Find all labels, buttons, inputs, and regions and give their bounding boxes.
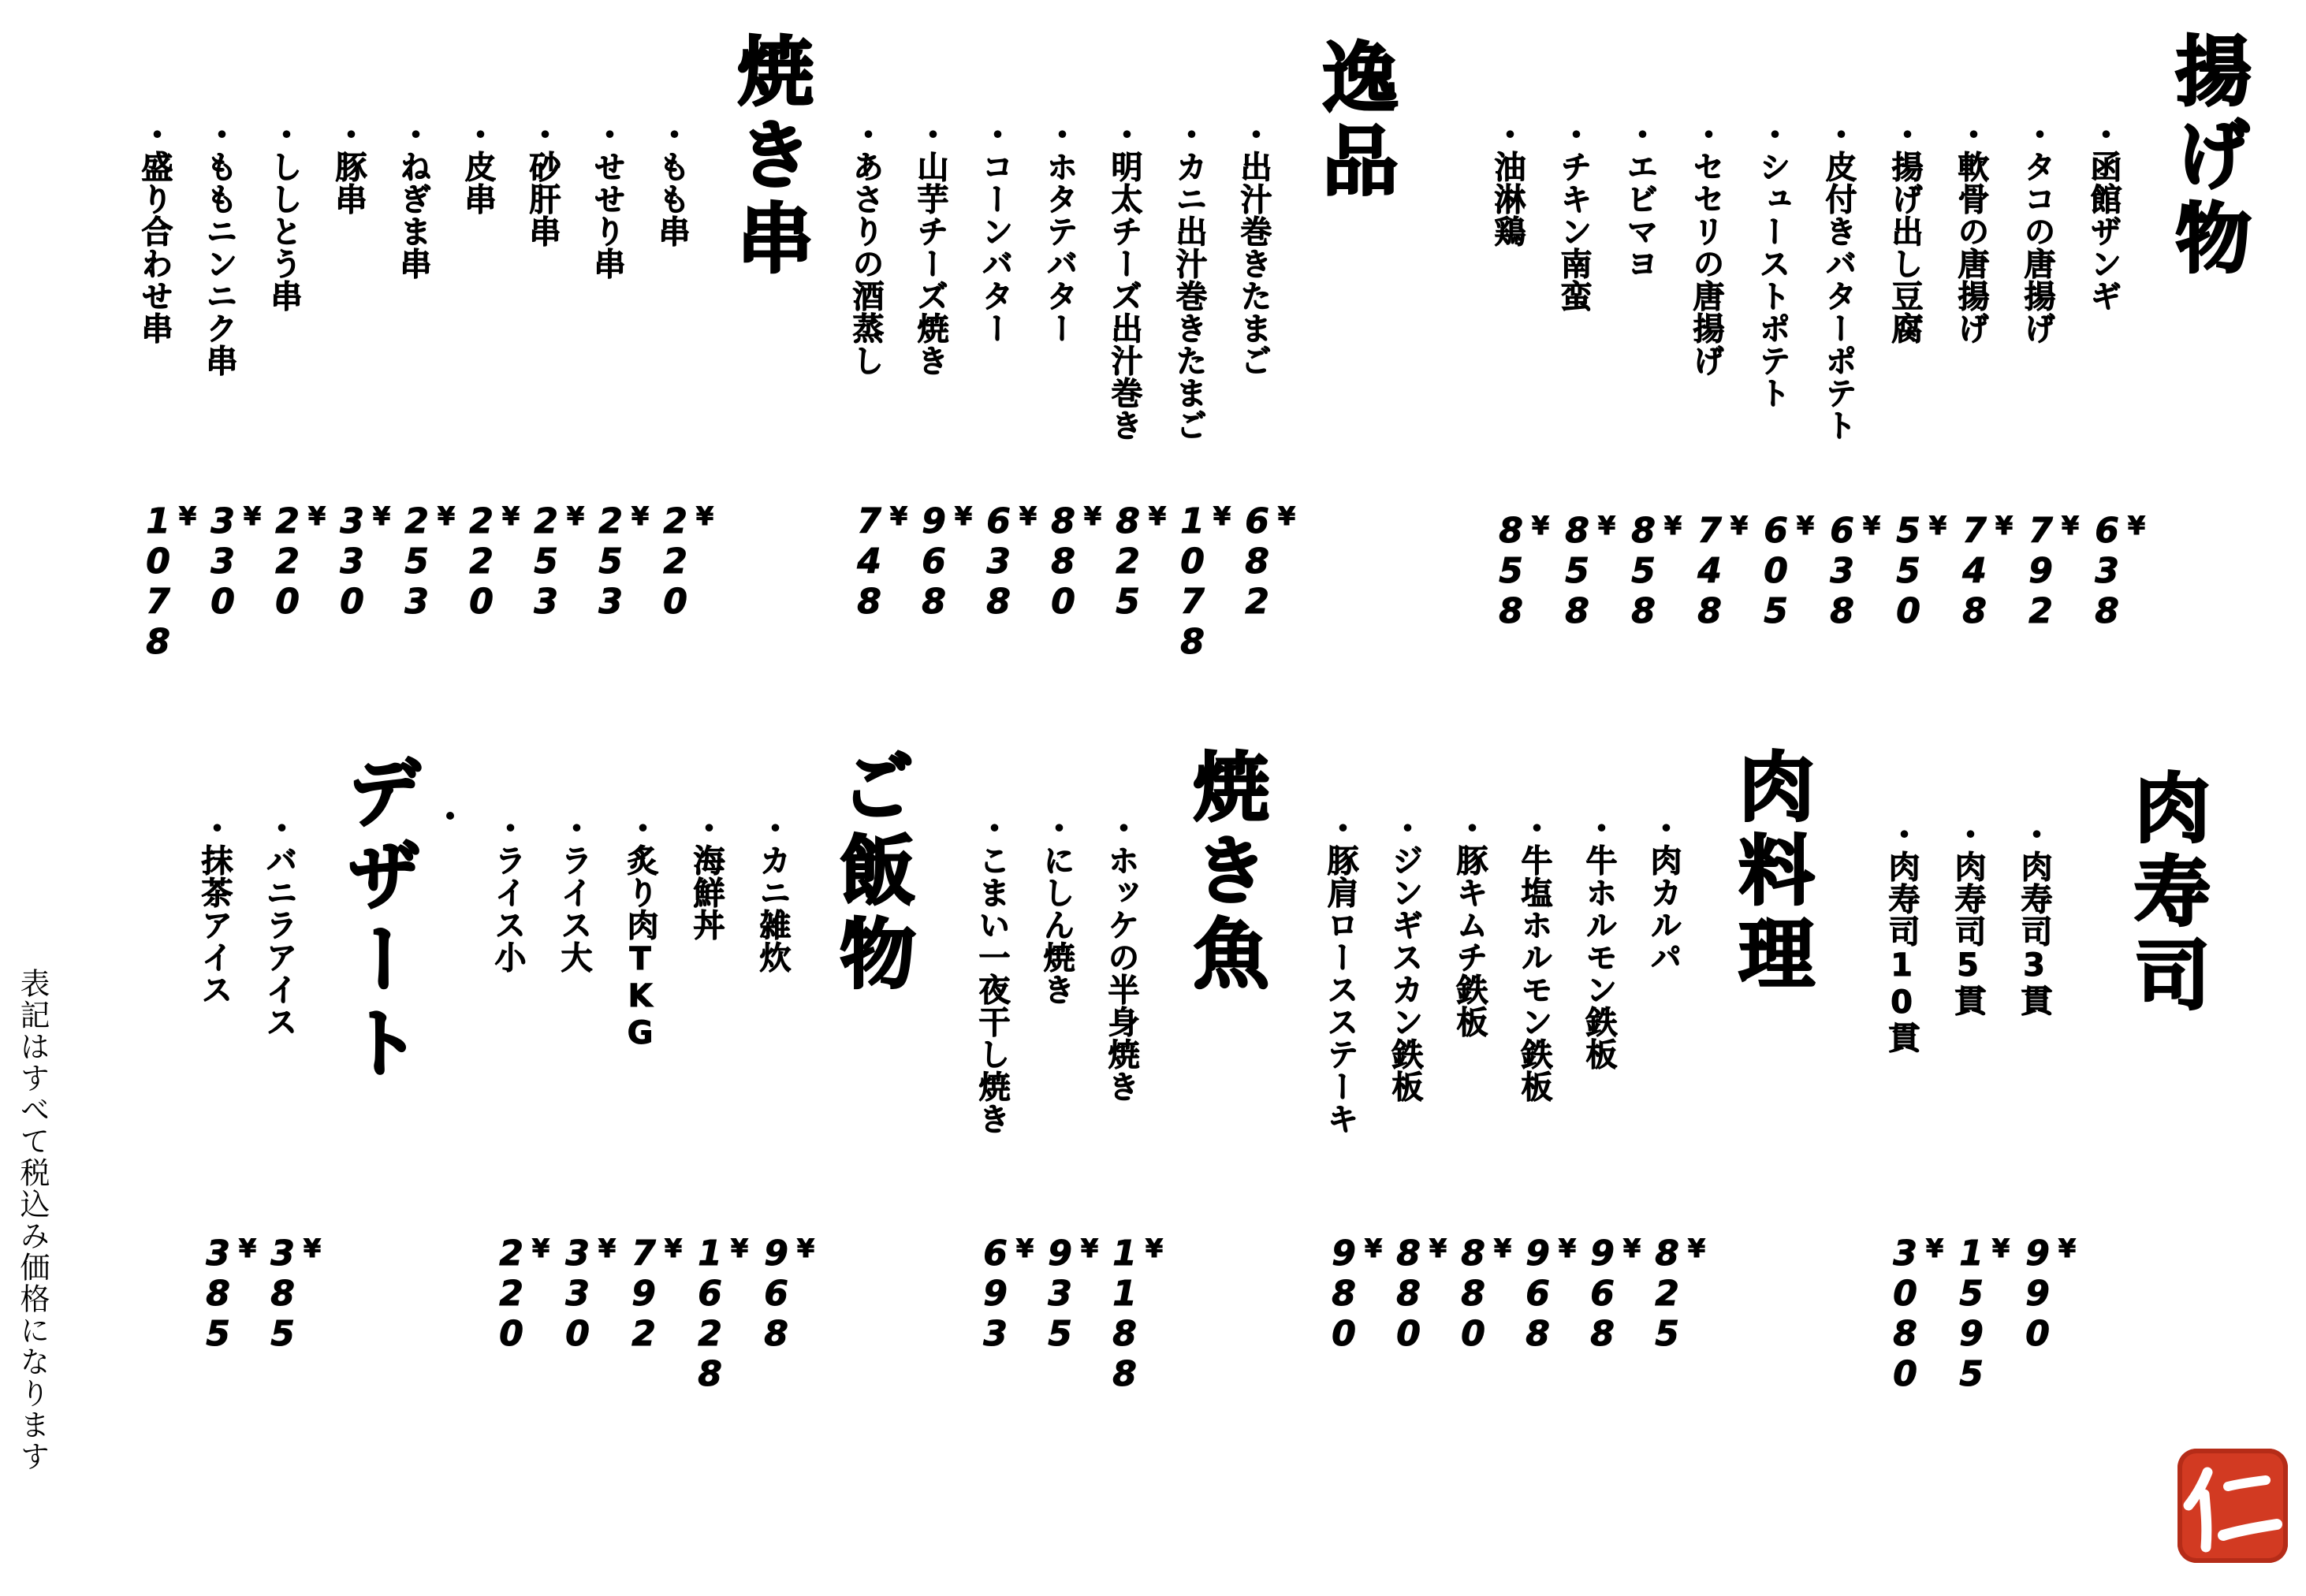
menu-item-price: ¥ 880	[1453, 1233, 1518, 1354]
menu-item-name: ・タコの唐揚げ	[2019, 118, 2055, 344]
menu-item-price: ¥ 825	[1647, 1233, 1712, 1354]
menu-item-name: ・皮付きバターポテト	[1820, 118, 1857, 441]
menu-item-price: ¥ 858	[1557, 511, 1622, 631]
menu-item-price: ¥ 968	[914, 501, 978, 622]
decorative-dot	[446, 812, 454, 820]
menu-item-price: ¥ 330	[203, 501, 267, 622]
menu-item-name: ・肉寿司10貫	[1883, 818, 1920, 1054]
menu-item-name: ・明太チーズ出汁巻き	[1106, 118, 1142, 441]
menu-item-price: ¥ 748	[1689, 511, 1754, 631]
menu-item-name: ・肉寿司5貫	[1950, 818, 1986, 1017]
menu-item-price: ¥ 792	[2021, 511, 2085, 631]
menu-item-price: ¥ 990	[2017, 1233, 2082, 1354]
menu-item-name: ・海鮮丼	[688, 812, 725, 941]
menu-item-name: ・ホタテバター	[1041, 118, 1078, 344]
menu-item-name: ・肉寿司3貫	[2016, 818, 2052, 1017]
menu-item-name: ・せせり串	[589, 118, 625, 280]
menu-item-price: ¥ 1078	[1172, 501, 1237, 662]
menu-item-price: ¥ 330	[557, 1233, 622, 1354]
logo-mark	[2177, 1449, 2288, 1563]
menu-item-price: ¥ 638	[978, 501, 1043, 622]
menu-item-price: ¥ 220	[267, 501, 332, 622]
menu-item-name: ・山芋チーズ焼き	[912, 118, 948, 377]
menu-item-name: ・抹茶アイス	[196, 812, 233, 1006]
menu-item-price: ¥ 253	[526, 501, 590, 622]
menu-item-name: ・セセリの唐揚げ	[1688, 118, 1724, 377]
menu-item-price: ¥ 330	[332, 501, 397, 622]
section-title: 揚げ物	[2163, 32, 2252, 282]
menu-item-price: ¥ 968	[756, 1233, 821, 1354]
section-title: 肉料理	[1727, 747, 1815, 998]
menu-item-name: ・こまい一夜干し焼き	[974, 812, 1010, 1135]
tax-note: 表記はすべて税込み価格になります	[15, 968, 50, 1472]
menu-item-name: ・ししとう串	[266, 118, 302, 312]
menu-item-name: ・軟骨の唐揚げ	[1953, 118, 1989, 344]
menu-item-name: ・ねぎま串	[395, 118, 431, 280]
menu-item-name: ・ライス大	[556, 812, 592, 973]
menu-item-name: ・豚キムチ鉄板	[1451, 812, 1488, 1038]
menu-item-name: ・もも串	[654, 118, 690, 247]
menu-item-price: ¥ 825	[1108, 501, 1172, 622]
menu-item-price: ¥ 1188	[1105, 1233, 1169, 1394]
menu-item-name: ・にしん焼き	[1038, 812, 1075, 1006]
menu-item-price: ¥ 968	[1582, 1233, 1647, 1354]
section-title: 逸品	[1310, 38, 1399, 205]
menu-item-price: ¥ 385	[263, 1233, 327, 1354]
menu-item-price: ¥ 693	[975, 1233, 1040, 1354]
menu-item-name: ・出汁巻きたまご	[1235, 118, 1272, 377]
menu-item-name: ・ライス小	[490, 812, 526, 973]
menu-item-price: ¥ 385	[198, 1233, 263, 1354]
menu-item-price: ¥ 220	[491, 1233, 556, 1354]
menu-item-name: ・炙り肉TKG	[622, 812, 658, 1052]
menu-item-name: ・ももニンニク串	[201, 118, 237, 377]
menu-item-price: ¥ 3080	[1885, 1233, 1950, 1394]
menu-item-price: ¥ 880	[1043, 501, 1108, 622]
menu-item-name: ・砂肝串	[524, 118, 561, 247]
menu-item-name: ・揚げ出し豆腐	[1887, 118, 1923, 344]
menu-item-name: ・あさりの酒蒸し	[848, 118, 884, 377]
menu-item-name: ・コーンバター	[977, 118, 1013, 344]
section-title: 焼き串	[725, 32, 814, 282]
menu-item-name: ・エビマヨ	[1622, 118, 1658, 280]
menu-item-price: ¥ 792	[624, 1233, 688, 1354]
menu-item-price: ¥ 858	[1491, 511, 1555, 631]
section-title: 肉寿司	[2122, 768, 2211, 1019]
section-title: デザート	[334, 753, 423, 1087]
menu-item-name: ・シューストポテト	[1754, 118, 1790, 409]
logo-icon	[2177, 1449, 2288, 1563]
menu-item-price: ¥ 682	[1237, 501, 1302, 622]
menu-item-name: ・豚串	[330, 118, 367, 215]
menu-item-name: ・盛り合わせ串	[136, 118, 173, 344]
menu-item-price: ¥ 253	[397, 501, 461, 622]
menu-item-price: ¥ 1078	[138, 501, 203, 662]
menu-item-name: ・チキン南蛮	[1555, 118, 1592, 312]
menu-item-name: ・ジンギスカン鉄板	[1387, 812, 1423, 1103]
menu-item-name: ・豚肩ロースステーキ	[1322, 812, 1358, 1135]
section-title: ご飯物	[828, 747, 916, 998]
menu-item-name: ・皮串	[460, 118, 496, 215]
menu-item-price: ¥ 550	[1888, 511, 1953, 631]
menu-item-price: ¥ 638	[1822, 511, 1887, 631]
menu-item-price: ¥ 748	[849, 501, 914, 622]
menu-item-name: ・牛ホルモン鉄板	[1581, 812, 1617, 1070]
menu-item-price: ¥ 880	[1388, 1233, 1453, 1354]
menu-item-price: ¥ 1595	[1951, 1233, 2016, 1394]
menu-item-name: ・牛塩ホルモン鉄板	[1516, 812, 1552, 1103]
menu-item-price: ¥ 748	[1954, 511, 2019, 631]
menu-item-price: ¥ 638	[2087, 511, 2151, 631]
menu-item-price: ¥ 220	[655, 501, 720, 622]
menu-item-name: ・肉カルパ	[1645, 812, 1682, 973]
menu-item-price: ¥ 858	[1623, 511, 1688, 631]
menu-item-name: ・油淋鶏	[1489, 118, 1526, 247]
menu-item-price: ¥ 253	[590, 501, 655, 622]
menu-item-name: ・カニ出汁巻きたまご	[1171, 118, 1207, 441]
menu-item-name: ・バニラアイス	[261, 812, 297, 1038]
menu-item-price: ¥ 220	[461, 501, 526, 622]
menu-item-price: ¥ 935	[1040, 1233, 1105, 1354]
menu-item-price: ¥ 968	[1518, 1233, 1582, 1354]
section-title: 焼き魚	[1181, 747, 1269, 998]
menu-item-price: ¥ 605	[1756, 511, 1820, 631]
menu-item-name: ・函館ザンギ	[2085, 118, 2122, 312]
menu-item-price: ¥ 980	[1324, 1233, 1388, 1354]
menu-item-name: ・ホッケの半身焼き	[1103, 812, 1139, 1103]
menu-item-price: ¥ 1628	[690, 1233, 754, 1394]
menu-item-name: ・カニ雑炊	[754, 812, 791, 973]
